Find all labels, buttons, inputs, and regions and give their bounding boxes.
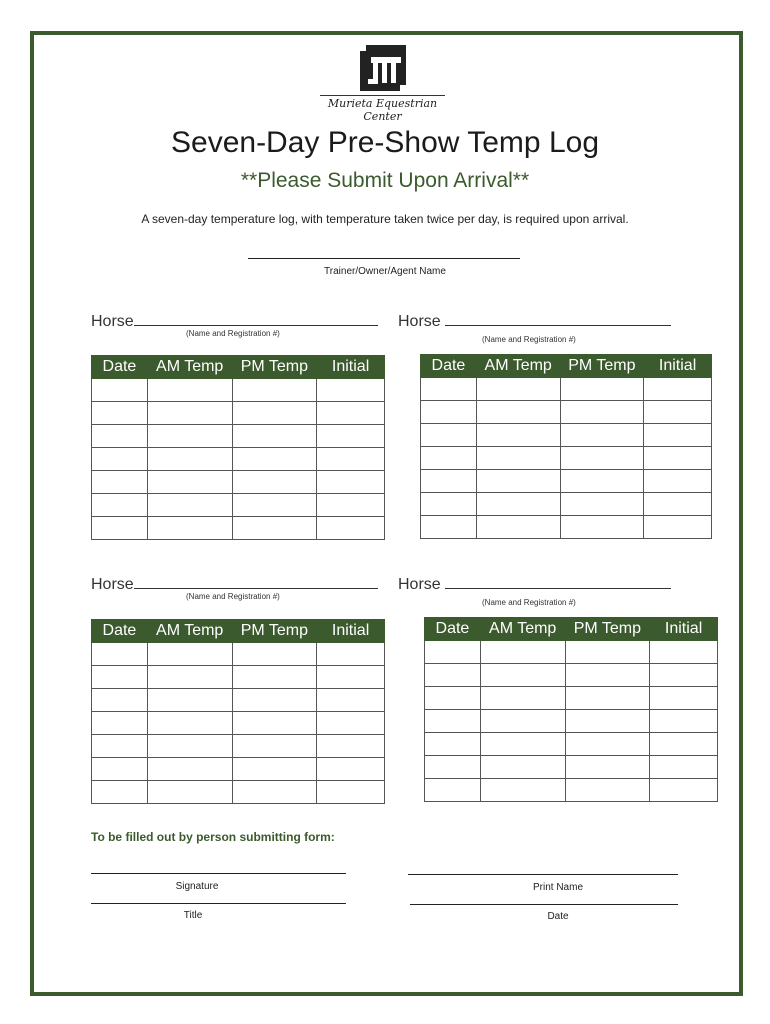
- table-row: [92, 735, 385, 758]
- pm-temp-cell[interactable]: [565, 733, 650, 756]
- initial-cell[interactable]: [650, 733, 718, 756]
- am-temp-cell[interactable]: [147, 448, 232, 471]
- horse-4-name-field[interactable]: [445, 574, 671, 589]
- horse-2-reg-note: (Name and Registration #): [482, 335, 576, 344]
- initial-cell[interactable]: [644, 516, 712, 539]
- table-row: [92, 781, 385, 804]
- table-row: [92, 758, 385, 781]
- am-temp-cell[interactable]: [147, 758, 232, 781]
- horse-4-label: Horse: [398, 576, 441, 593]
- am-temp-cell[interactable]: [480, 641, 565, 664]
- am-temp-cell[interactable]: [480, 756, 565, 779]
- table-row: [425, 779, 718, 802]
- date-cell[interactable]: [425, 710, 481, 733]
- pm-temp-cell[interactable]: [232, 781, 317, 804]
- initial-cell[interactable]: [317, 735, 385, 758]
- pm-temp-cell[interactable]: [565, 641, 650, 664]
- table-row: [425, 641, 718, 664]
- table-row: [92, 379, 385, 402]
- am-temp-cell[interactable]: [147, 402, 232, 425]
- am-temp-cell[interactable]: [147, 643, 232, 666]
- am-temp-cell[interactable]: [147, 425, 232, 448]
- page-title: Seven-Day Pre-Show Temp Log: [171, 126, 599, 159]
- table-row: [425, 687, 718, 710]
- pm-temp-cell[interactable]: [560, 470, 644, 493]
- table-row: [425, 664, 718, 687]
- pm-temp-cell[interactable]: [560, 378, 644, 401]
- col-pm-temp: PM Temp: [232, 620, 317, 643]
- horse-2-header: [398, 311, 671, 331]
- horse-4-temp-table: [424, 617, 718, 802]
- date-cell[interactable]: [92, 643, 148, 666]
- table-row: [92, 402, 385, 425]
- am-temp-cell[interactable]: [147, 689, 232, 712]
- col-pm-temp: PM Temp: [560, 355, 644, 378]
- initial-cell[interactable]: [317, 712, 385, 735]
- initial-cell[interactable]: [317, 781, 385, 804]
- am-temp-cell[interactable]: [480, 687, 565, 710]
- horse-4-reg-note: (Name and Registration #): [482, 598, 576, 607]
- date-cell[interactable]: [421, 470, 477, 493]
- pm-temp-cell[interactable]: [560, 447, 644, 470]
- table-row: [421, 378, 712, 401]
- initial-cell[interactable]: [644, 447, 712, 470]
- date-cell[interactable]: [92, 735, 148, 758]
- table-row: [92, 448, 385, 471]
- initial-cell[interactable]: [317, 402, 385, 425]
- table-row: [92, 712, 385, 735]
- horse-3-temp-table: [91, 619, 385, 804]
- horse-3-reg-note: (Name and Registration #): [186, 592, 280, 601]
- am-temp-cell[interactable]: [147, 735, 232, 758]
- horse-1-label: Horse: [91, 313, 134, 330]
- page-subtitle: **Please Submit Upon Arrival**: [240, 169, 530, 192]
- date-cell[interactable]: [421, 516, 477, 539]
- am-temp-cell[interactable]: [476, 516, 560, 539]
- pm-temp-cell[interactable]: [232, 471, 317, 494]
- date-cell[interactable]: [421, 424, 477, 447]
- horse-1-reg-note: (Name and Registration #): [186, 329, 280, 338]
- am-temp-cell[interactable]: [476, 493, 560, 516]
- col-date: Date: [92, 620, 148, 643]
- date-cell[interactable]: [425, 779, 481, 802]
- date-cell[interactable]: [425, 664, 481, 687]
- initial-cell[interactable]: [650, 779, 718, 802]
- date-cell[interactable]: [92, 448, 148, 471]
- date-cell[interactable]: [425, 641, 481, 664]
- pm-temp-cell[interactable]: [232, 425, 317, 448]
- initial-cell[interactable]: [317, 758, 385, 781]
- date-label: Date: [547, 911, 569, 922]
- date-cell[interactable]: [92, 379, 148, 402]
- pm-temp-cell[interactable]: [560, 424, 644, 447]
- pm-temp-cell[interactable]: [232, 758, 317, 781]
- table-row: [425, 733, 718, 756]
- col-am-temp: AM Temp: [147, 356, 232, 379]
- col-pm-temp: PM Temp: [565, 618, 650, 641]
- col-initial: Initial: [644, 355, 712, 378]
- am-temp-cell[interactable]: [147, 781, 232, 804]
- pm-temp-cell[interactable]: [232, 666, 317, 689]
- horse-3-header: [91, 574, 378, 594]
- am-temp-cell[interactable]: [480, 664, 565, 687]
- horse-2-temp-table: [420, 354, 712, 539]
- initial-cell[interactable]: [644, 424, 712, 447]
- initial-cell[interactable]: [644, 378, 712, 401]
- horse-1-temp-table: [91, 355, 385, 540]
- horse-3-label: Horse: [91, 576, 134, 593]
- pm-temp-cell[interactable]: [232, 379, 317, 402]
- initial-cell[interactable]: [650, 687, 718, 710]
- initial-cell[interactable]: [317, 448, 385, 471]
- horse-2-name-field[interactable]: [445, 311, 671, 326]
- table-row: [421, 424, 712, 447]
- initial-cell[interactable]: [317, 425, 385, 448]
- col-initial: Initial: [317, 356, 385, 379]
- table-row: [92, 494, 385, 517]
- pm-temp-cell[interactable]: [232, 712, 317, 735]
- am-temp-cell[interactable]: [476, 470, 560, 493]
- am-temp-cell[interactable]: [147, 666, 232, 689]
- initial-cell[interactable]: [317, 494, 385, 517]
- initial-cell[interactable]: [317, 379, 385, 402]
- am-temp-cell[interactable]: [147, 494, 232, 517]
- pm-temp-cell[interactable]: [232, 494, 317, 517]
- pm-temp-cell[interactable]: [565, 664, 650, 687]
- table-row: [92, 425, 385, 448]
- table-row: [421, 493, 712, 516]
- date-cell[interactable]: [425, 687, 481, 710]
- col-date: Date: [92, 356, 148, 379]
- col-initial: Initial: [650, 618, 718, 641]
- horse-2-label: Horse: [398, 313, 441, 330]
- initial-cell[interactable]: [317, 517, 385, 540]
- pm-temp-cell[interactable]: [232, 735, 317, 758]
- date-cell[interactable]: [92, 494, 148, 517]
- horse-4-header: [398, 574, 671, 594]
- initial-cell[interactable]: [644, 470, 712, 493]
- table-row: [425, 756, 718, 779]
- logo-name: Murieta Equestrian Center: [327, 97, 438, 123]
- pm-temp-cell[interactable]: [232, 448, 317, 471]
- initial-cell[interactable]: [644, 401, 712, 424]
- trainer-name-field[interactable]: [248, 246, 520, 259]
- pm-temp-cell[interactable]: [232, 689, 317, 712]
- am-temp-cell[interactable]: [147, 517, 232, 540]
- title-field[interactable]: [91, 893, 346, 904]
- date-cell[interactable]: [92, 517, 148, 540]
- submitter-instruction: To be filled out by person submitting form:: [91, 830, 335, 844]
- date-cell[interactable]: [92, 425, 148, 448]
- date-cell[interactable]: [92, 758, 148, 781]
- trainer-name-label: Trainer/Owner/Agent Name: [324, 266, 446, 277]
- date-cell[interactable]: [92, 781, 148, 804]
- date-cell[interactable]: [421, 401, 477, 424]
- am-temp-cell[interactable]: [476, 424, 560, 447]
- am-temp-cell[interactable]: [480, 733, 565, 756]
- initial-cell[interactable]: [317, 689, 385, 712]
- initial-cell[interactable]: [650, 756, 718, 779]
- date-cell[interactable]: [421, 493, 477, 516]
- pm-temp-cell[interactable]: [232, 402, 317, 425]
- date-cell[interactable]: [421, 447, 477, 470]
- col-am-temp: AM Temp: [147, 620, 232, 643]
- title-label: Title: [183, 910, 203, 921]
- am-temp-cell[interactable]: [147, 379, 232, 402]
- signature-field[interactable]: [91, 863, 346, 874]
- col-date: Date: [421, 355, 477, 378]
- date-cell[interactable]: [92, 689, 148, 712]
- pm-temp-cell[interactable]: [565, 710, 650, 733]
- date-field[interactable]: [410, 894, 678, 905]
- col-date: Date: [425, 618, 481, 641]
- pm-temp-cell[interactable]: [565, 756, 650, 779]
- am-temp-cell[interactable]: [147, 712, 232, 735]
- am-temp-cell[interactable]: [147, 471, 232, 494]
- pm-temp-cell[interactable]: [560, 493, 644, 516]
- date-cell[interactable]: [421, 378, 477, 401]
- initial-cell[interactable]: [650, 664, 718, 687]
- initial-cell[interactable]: [650, 641, 718, 664]
- pm-temp-cell[interactable]: [565, 687, 650, 710]
- initial-cell[interactable]: [650, 710, 718, 733]
- pm-temp-cell[interactable]: [565, 779, 650, 802]
- print-name-field[interactable]: [408, 864, 678, 875]
- table-row: [421, 447, 712, 470]
- initial-cell[interactable]: [644, 493, 712, 516]
- date-cell[interactable]: [425, 733, 481, 756]
- table-row: [92, 689, 385, 712]
- table-row: [92, 666, 385, 689]
- horse-1-header: [91, 311, 378, 331]
- table-row: [421, 470, 712, 493]
- date-cell[interactable]: [425, 756, 481, 779]
- table-row: [421, 516, 712, 539]
- pm-temp-cell[interactable]: [232, 517, 317, 540]
- am-temp-cell[interactable]: [476, 401, 560, 424]
- logo: [315, 43, 450, 123]
- am-temp-cell[interactable]: [480, 710, 565, 733]
- initial-cell[interactable]: [317, 471, 385, 494]
- col-initial: Initial: [317, 620, 385, 643]
- table-row: [92, 517, 385, 540]
- initial-cell[interactable]: [317, 666, 385, 689]
- logo-divider: [320, 95, 445, 96]
- table-row: [92, 471, 385, 494]
- intro-text: A seven-day temperature log, with temperature taken twice per day, is required upon arrival.: [141, 212, 629, 226]
- pm-temp-cell[interactable]: [560, 401, 644, 424]
- signature-label: Signature: [175, 881, 219, 892]
- am-temp-cell[interactable]: [476, 378, 560, 401]
- pm-temp-cell[interactable]: [560, 516, 644, 539]
- date-cell[interactable]: [92, 402, 148, 425]
- mec-logo-icon: [358, 43, 408, 93]
- initial-cell[interactable]: [317, 643, 385, 666]
- date-cell[interactable]: [92, 712, 148, 735]
- pm-temp-cell[interactable]: [232, 643, 317, 666]
- table-row: [92, 643, 385, 666]
- date-cell[interactable]: [92, 666, 148, 689]
- am-temp-cell[interactable]: [480, 779, 565, 802]
- col-am-temp: AM Temp: [476, 355, 560, 378]
- col-pm-temp: PM Temp: [232, 356, 317, 379]
- col-am-temp: AM Temp: [480, 618, 565, 641]
- date-cell[interactable]: [92, 471, 148, 494]
- table-row: [425, 710, 718, 733]
- table-row: [421, 401, 712, 424]
- print-name-label: Print Name: [532, 882, 583, 893]
- horse-3-name-field[interactable]: [134, 574, 378, 589]
- am-temp-cell[interactable]: [476, 447, 560, 470]
- horse-1-name-field[interactable]: [134, 311, 378, 326]
